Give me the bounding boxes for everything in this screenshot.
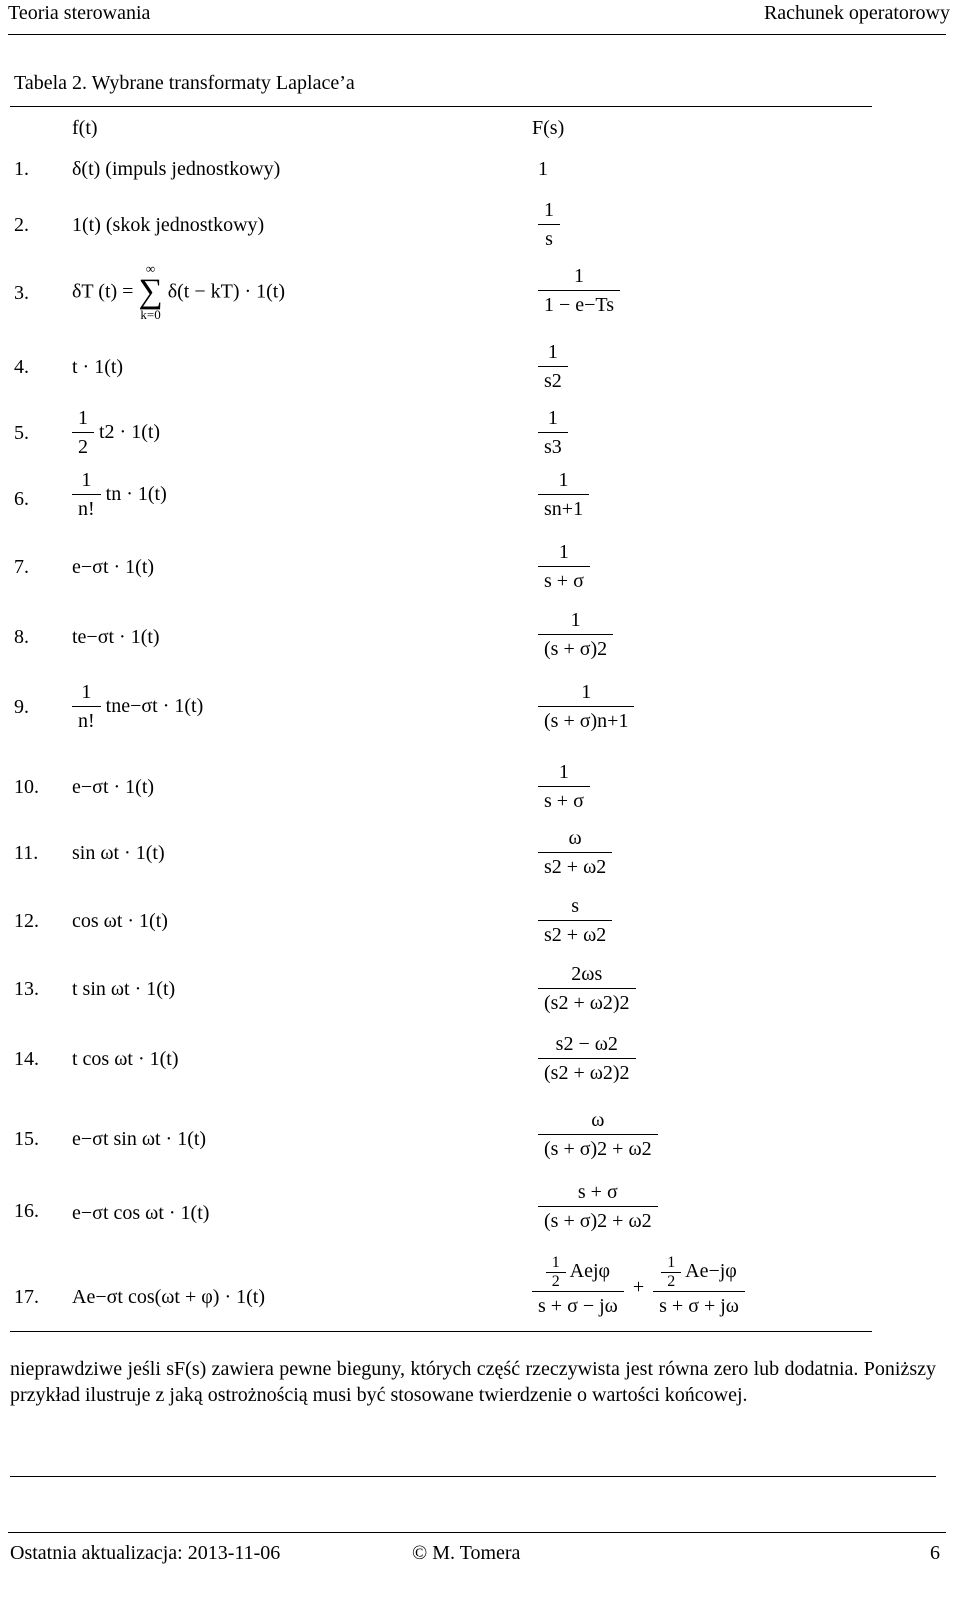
Fs-numerator: 1 xyxy=(547,341,558,363)
row-number: 6. xyxy=(14,488,29,510)
col-header-Fs: F(s) xyxy=(532,117,565,139)
footer-date: Ostatnia aktualizacja: 2013-11-06 xyxy=(10,1542,281,1564)
row-number: 16. xyxy=(14,1200,39,1222)
Fs-denominator: (s + σ)n+1 xyxy=(538,706,634,735)
row-number: 10. xyxy=(14,776,39,798)
term2-coef-den: 2 xyxy=(661,1272,681,1291)
row-Fs xyxy=(538,892,612,949)
row-ft xyxy=(72,678,203,735)
Fs-denominator: sn+1 xyxy=(538,494,589,523)
Fs-numerator: s xyxy=(571,895,580,917)
row-Fs xyxy=(538,824,612,881)
header-divider xyxy=(8,34,946,35)
sum-upper: ∞ xyxy=(145,261,156,276)
row-Fs xyxy=(538,1030,636,1087)
sum-symbol: ∑ xyxy=(138,273,163,310)
row-number: 13. xyxy=(14,978,39,1000)
row-number: 14. xyxy=(14,1048,39,1070)
row-Fs xyxy=(538,404,568,461)
row-number: 1. xyxy=(14,158,29,180)
row-ft xyxy=(72,466,167,523)
Fs-term2-numerator xyxy=(653,1254,745,1291)
page-number: 6 xyxy=(930,1542,940,1564)
ft-part-b: δ(t − kT) · 1(t) xyxy=(167,280,286,303)
row-Fs xyxy=(538,678,634,735)
row-Fs xyxy=(538,466,589,523)
row-ft: t sin ωt · 1(t) xyxy=(72,978,176,1000)
Fs-numerator: ω xyxy=(568,827,582,849)
header-right: Rachunek operatorowy xyxy=(763,2,950,24)
Fs-numerator: 1 xyxy=(574,265,585,287)
Fs-denominator: s + σ xyxy=(538,786,590,815)
row-ft: cos ωt · 1(t) xyxy=(72,910,168,932)
Fs-denominator: s2 xyxy=(538,366,568,395)
row-ft: 1(t) (skok jednostkowy) xyxy=(72,214,265,236)
term1-denominator: s + σ − jω xyxy=(532,1291,624,1320)
ft-expression: tne−σt · 1(t) xyxy=(105,695,204,717)
row-Fs: 1 xyxy=(538,158,548,180)
Fs-numerator: 1 xyxy=(581,681,592,703)
Fs-numerator: 1 xyxy=(547,407,558,429)
ft-expression: t2 · 1(t) xyxy=(99,421,161,443)
ft-numerator: 1 xyxy=(81,469,92,491)
row-number: 8. xyxy=(14,626,29,648)
row-number: 9. xyxy=(14,696,29,718)
row-ft: sin ωt · 1(t) xyxy=(72,842,165,864)
row-number: 3. xyxy=(14,282,29,304)
section-divider xyxy=(10,1476,936,1477)
row-number: 5. xyxy=(14,422,29,444)
col-header-ft: f(t) xyxy=(72,117,98,139)
Fs-denominator: s2 + ω2 xyxy=(538,920,612,949)
ft-numerator: 1 xyxy=(81,681,92,703)
Fs-denominator: 1 − e−Ts xyxy=(538,290,620,319)
sum-operator xyxy=(138,262,162,322)
row-Fs xyxy=(538,1178,658,1235)
row-Fs xyxy=(538,758,590,815)
row-Fs xyxy=(538,1106,658,1163)
row-ft xyxy=(72,404,160,461)
row-ft: t cos ωt · 1(t) xyxy=(72,1048,179,1070)
row-ft: te−σt · 1(t) xyxy=(72,626,160,648)
header-left: Teoria sterowania xyxy=(8,2,151,24)
row-Fs xyxy=(538,538,590,595)
ft-denominator: n! xyxy=(72,706,101,735)
Fs-numerator: s2 − ω2 xyxy=(555,1033,618,1055)
row-number: 2. xyxy=(14,214,29,236)
ft-denominator: 2 xyxy=(72,432,94,461)
plus-sign: + xyxy=(632,1275,645,1298)
row-Fs xyxy=(538,960,636,1017)
ft-numerator: 1 xyxy=(78,407,88,429)
sum-lower: k=0 xyxy=(140,307,161,322)
Fs-numerator: 1 xyxy=(558,761,569,783)
row-ft: Ae−σt cos(ωt + φ) · 1(t) xyxy=(72,1286,265,1308)
row-Fs xyxy=(532,1254,745,1320)
Fs-numerator: ω xyxy=(591,1109,605,1131)
row-Fs xyxy=(538,262,620,319)
row-ft: e−σt · 1(t) xyxy=(72,776,155,798)
table-caption: Tabela 2. Wybrane transformaty Laplace’a xyxy=(14,72,355,94)
row-Fs xyxy=(538,338,568,395)
Fs-denominator: (s + σ)2 + ω2 xyxy=(538,1206,658,1235)
term2-denominator: s + σ + jω xyxy=(653,1291,745,1320)
Fs-numerator: 1 xyxy=(558,541,569,563)
Fs-numerator: 2ωs xyxy=(571,963,603,985)
row-number: 4. xyxy=(14,356,29,378)
row-number: 15. xyxy=(14,1128,39,1150)
row-ft: e−σt sin ωt · 1(t) xyxy=(72,1128,207,1150)
term2-coef-num: 1 xyxy=(667,1254,676,1271)
row-ft xyxy=(72,262,285,322)
row-number: 17. xyxy=(14,1286,39,1308)
term1-coef-num: 1 xyxy=(551,1254,560,1271)
row-number: 7. xyxy=(14,556,29,578)
Fs-numerator: 1 xyxy=(544,199,554,221)
row-Fs xyxy=(538,196,560,253)
Fs-denominator: (s + σ)2 xyxy=(538,634,613,663)
Fs-denominator: (s2 + ω2)2 xyxy=(538,988,636,1017)
body-paragraph: nieprawdziwe jeśli sF(s) zawiera pewne bieguny, których część rzeczywista jest równa zero lub dodatnia. Poniższy przykład ilustruje z jaką ostrożnością musi być stosowane twierdzenie o wartości końcowej. xyxy=(10,1358,936,1406)
footer-author: © M. Tomera xyxy=(412,1542,521,1564)
row-number: 11. xyxy=(14,842,39,864)
table-bottom-rule xyxy=(10,1331,872,1332)
Fs-denominator: (s + σ)2 + ω2 xyxy=(538,1134,658,1163)
ft-expression: tn · 1(t) xyxy=(105,483,167,505)
row-ft: t · 1(t) xyxy=(72,356,124,378)
Fs-denominator: s2 + ω2 xyxy=(538,852,612,881)
footer-divider xyxy=(8,1532,946,1533)
Fs-denominator: s xyxy=(538,224,560,253)
row-number: 12. xyxy=(14,910,39,932)
term2-amplitude: Ae−jφ xyxy=(685,1260,737,1283)
table-top-rule xyxy=(10,106,872,107)
Fs-denominator: s + σ xyxy=(538,566,590,595)
row-Fs xyxy=(538,606,613,663)
Fs-numerator: 1 xyxy=(558,469,569,491)
term1-coef-den: 2 xyxy=(546,1272,566,1291)
Fs-numerator: 1 xyxy=(570,609,581,631)
Fs-denominator: (s2 + ω2)2 xyxy=(538,1058,636,1087)
ft-part-a: δT (t) = xyxy=(72,280,134,303)
term1-amplitude: Aejφ xyxy=(569,1260,611,1283)
ft-denominator: n! xyxy=(72,494,101,523)
row-ft: e−σt · 1(t) xyxy=(72,556,155,578)
Fs-numerator: s + σ xyxy=(577,1181,618,1203)
Fs-term1-numerator xyxy=(532,1254,624,1291)
row-ft: δ(t) (impuls jednostkowy) xyxy=(72,158,281,180)
page-header xyxy=(0,0,960,34)
Fs-denominator: s3 xyxy=(538,432,568,461)
row-ft: e−σt cos ωt · 1(t) xyxy=(72,1202,210,1224)
